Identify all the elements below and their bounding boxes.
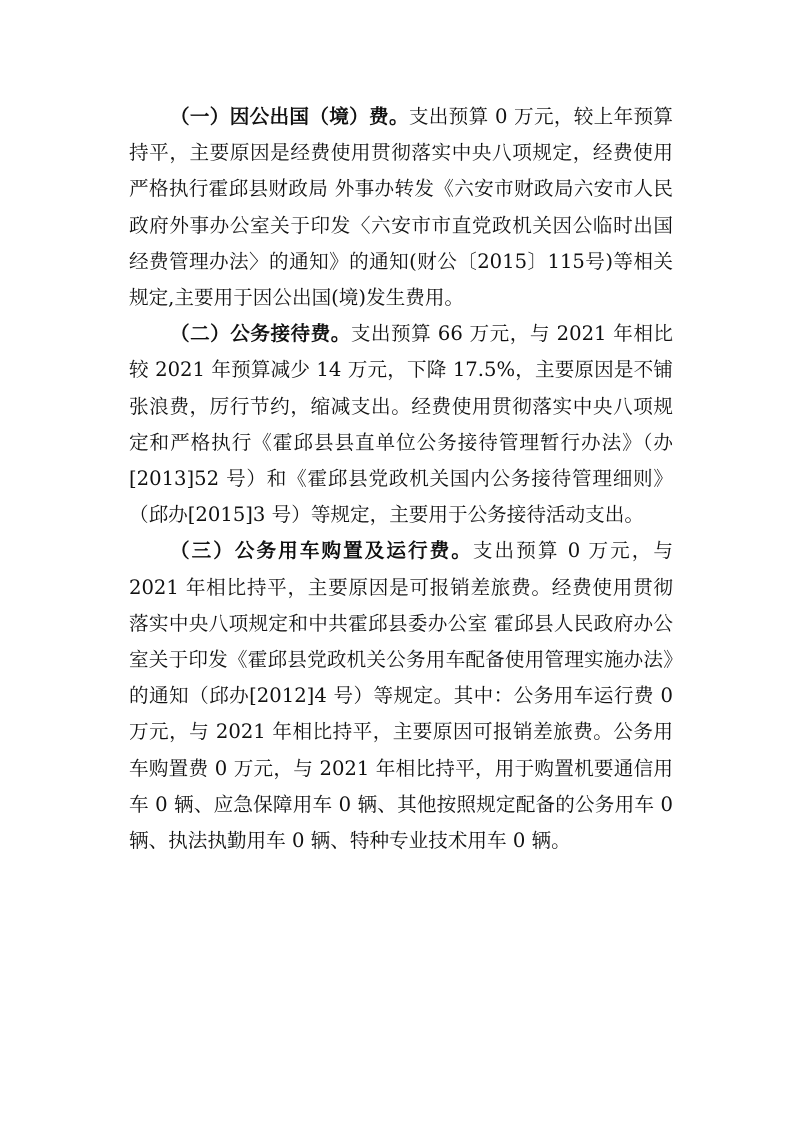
section-overseas-travel: [129, 99, 673, 316]
section-heading: （一）因公出国（境）费。: [170, 105, 409, 128]
section-body: 支出预算 0 万元，较上年预算持平，主要原因是经费使用贯彻落实中央八项规定，经费使用严格执行霍邱县财政局 外事办转发《六安市财政局六安市人民政府外事办公室关于印发〈六安市市直党政机关因公临时出国经费管理办法〉的通知》的通知(财公〔2015〕115号)等相关规定,主要用于因公出国(境)发生费用。: [129, 105, 673, 310]
document-page: [129, 99, 673, 859]
section-body: 支出预算 66 万元，与 2021 年相比较 2021 年预算减少 14 万元，下降 17.5%，主要原因是不铺张浪费，厉行节约，缩减支出。经费使用贯彻落实中央八项规定和严格执行《霍邱县县直单位公务接待管理暂行办法》（办[2013]52 号）和《霍邱县党政机关国内公务接待管理细则》（邱办[2015]3 号）等规定，主要用于公务接待活动支出。: [129, 322, 673, 527]
section-official-reception: [129, 316, 673, 533]
section-heading: （三）公务用车购置及运行费。: [170, 539, 473, 563]
section-heading: （二）公务接待费。: [170, 322, 351, 346]
section-body: 支出预算 0 万元，与 2021 年相比持平，主要原因是可报销差旅费。经费使用贯彻落实中央八项规定和中共霍邱县委办公室 霍邱县人民政府办公室关于印发《霍邱县党政机关公务用车配备使用管理实施办法》的通知（邱办[2012]4 号）等规定。其中：公务用车运行费 0 万元，与 2021 年相比持平，主要原因可报销差旅费。公务用车购置费 0 万元，与 2021 年相比持平，用于购置机要通信用车 0 辆、应急保障用车 0 辆、其他按照规定配备的公务用车 0 辆、执法执勤用车 0 辆、特种专业技术用车 0 辆。: [129, 539, 673, 853]
section-official-vehicles: [129, 533, 673, 859]
